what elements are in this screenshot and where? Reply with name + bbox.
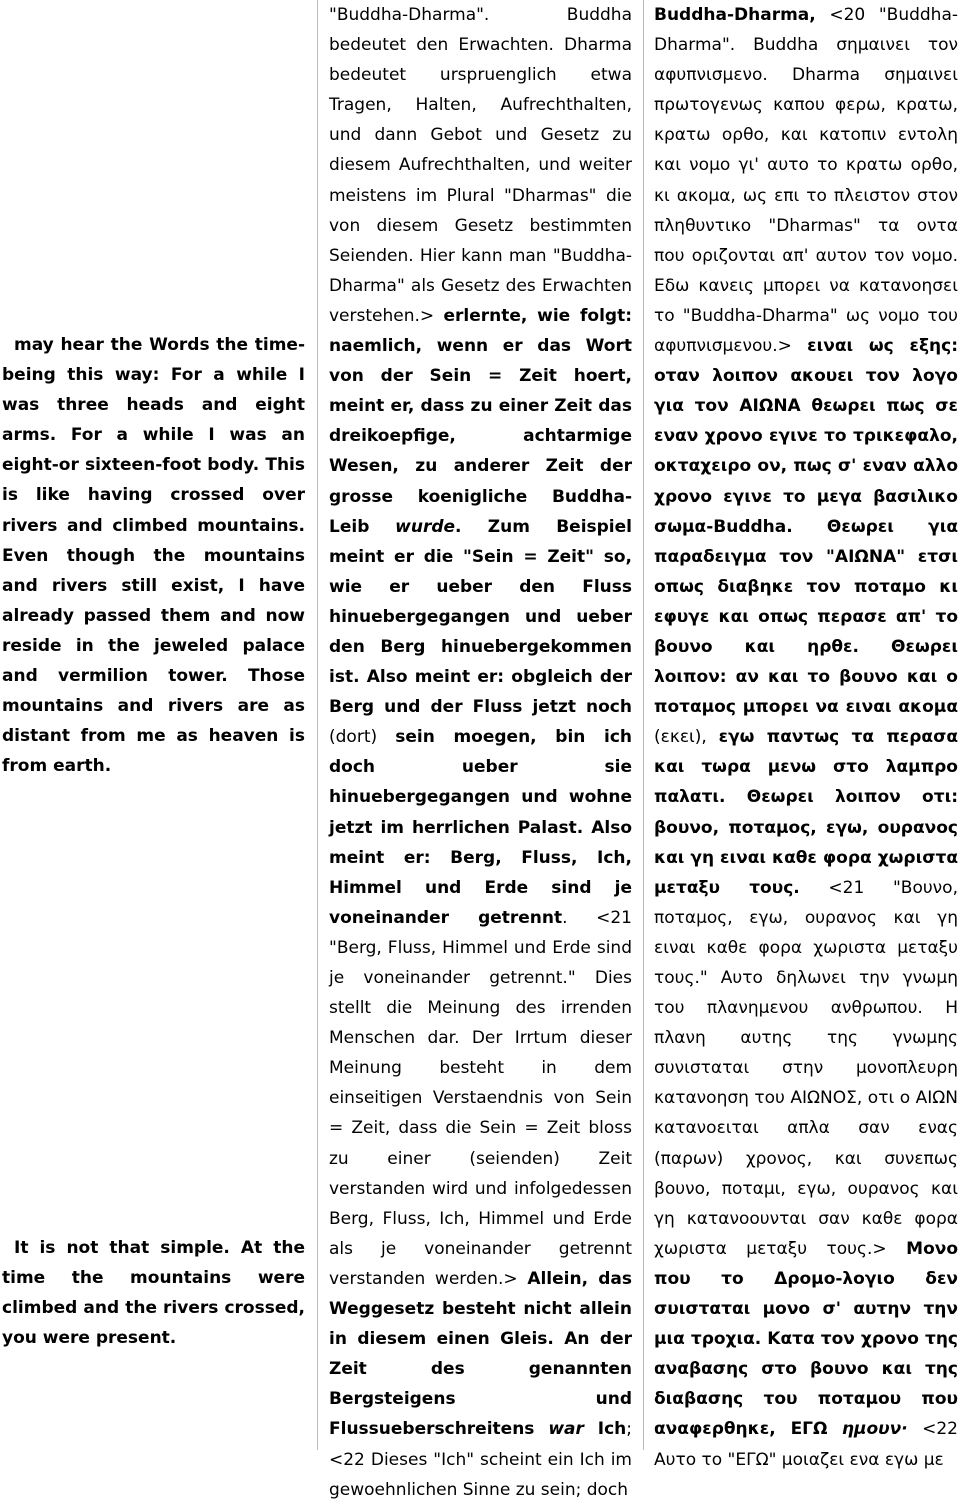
greek-commentary: <21 "Βουνο, ποταμος, εγω, ουρανος και γη ειναι καθε φορα χωριστα μεταξυ τους." Αυτο δηλωνει την γνωμη του πλανημενου ανθρωπου. Η πλανη αυτης της γνωμης συνισταται στην μονοπλευρη κατανοηση του ΑΙΩΝΟΣ, οτι ο ΑΙΩΝ κατανοειται απλα σαν ενας (παρων) χρονος, και συνεπως βουνο, ποταμι, εγω, ουρανος και γη κατανοουνται σαν καθε φορα χωριστα μεταξυ τους.> [654,877,958,1259]
column-divider [317,0,318,1450]
german-translation: Ich [597,1419,627,1440]
greek-translation: Buddha-Dharma, [654,5,816,25]
german-translation: sein moegen, bin ich doch ueber sie hinuebergegangen und wohne jetzt im herrlichen Palast. Also meint er: Berg, Fluss, Ich, Himmel und Erde sind je voneinander getrennt [329,727,633,928]
greek-emphasis: ημουν· [841,1419,908,1440]
german-emphasis: war [548,1419,584,1440]
german-commentary: (dort) [329,727,378,748]
german-emphasis: wurde [395,516,456,537]
greek-translation: εγω παντως τα περασα και τωρα μενω στο λαμπρο παλατι. Θεωρει λοιπον οτι: βουνο, ποταμος, εγω, ουρανος και γη ειναι καθε φορα χωριστα μεταξυ τους. [654,727,959,898]
greek-translation: ειναι ως εξης: οταν λοιπον ακουει τον λογο για τον ΑΙΩΝΑ θεωρει πως σε εναν χρονο εγινε το τρικεφαλο, οκταχειρο ον, πως σ' εναν αλλο χρονο εγινε το μεγα βασιλικο σωμα-Buddha. Θεωρει για παραδειγμα τον "ΑΙΩΝΑ" ετσι οπως διαβηκε τον ποταμο κι εφυγε και οπως περασε απ' το βουνο και ηρθε. Θεωρει λοιπον: αν και το βουνο και ο ποταμος μπορει να ειναι ακομα [654,336,958,718]
german-commentary: "Buddha-Dharma". Buddha bedeutet den Erwachten. Dharma bedeutet urspruenglich etwa Tragen, Halten, Aufrechthalten, und dann Gebot und Gesetz zu diesem Aufrechthalten, und weiter meistens im Plural "Dharmas" die von diesem Gesetz bestimmten Seienden. Hier kann man "Buddha-Dharma" als Gesetz des Erwachten verstehen.> [329,5,632,326]
english-paragraph: It is not that simple. At the time the mountains were climbed and the rivers crossed, you were present. [2,1238,305,1349]
german-translation: erlernte, wie folgt: naemlich, wenn er das Wort von der Sein = Zeit hoert, meint er, dass zu einer Zeit das dreikoepfige, achtarmige Wesen, zu anderer Zeit der grosse koenigliche Buddha-Leib [329,305,632,537]
english-paragraph: may hear the Words the time-being this way: For a while I was three heads and eight arms. For a while I was an eight-or sixteen-foot body. This is like having crossed over rivers and climbed mountains. Even though the mountains and rivers still exist, I have already passed them and now reside in the jeweled palace and vermilion tower. Those mountains and rivers are as distant from me as heaven is from earth. [2,335,305,777]
greek-commentary: <22 Αυτο το "ΕΓΩ" μοιαζει ενα εγω με [654,1419,959,1470]
german-commentary: . <21 "Berg, Fluss, Himmel und Erde sind je voneinander getrennt." Dies stellt die Meinung des irrenden Menschen dar. Der Irrtum dieser Meinung besteht in dem einseitigen Verstaendnis von Sein = Zeit, dass die Sein = Zeit bloss zu einer (seienden) Zeit verstanden wird und infolgedessen Berg, Fluss, Ich, Himmel und Erde als je voneinander getrennt verstanden werden.> [329,907,632,1289]
greek-commentary: <20 "Buddha-Dharma". Buddha σημαινει τον αφυπνισμενο. Dharma σημαινει πρωτογενως καπου φερω, κρατω, κρατω ορθο, και κατοπιν εντολη και νομο γι' αυτο το κρατω ορθο, κι ακομα, ως επι το πλειστον στον πληθυντικο "Dharmas" τα οντα που οριζονται απ' αυτον τον νομο. Εδω κανεις μπορει να κατανοησει το "Buddha-Dharma" ως νομο του αφυπνισμενου.> [654,5,958,357]
german-commentary: ; <22 Dieses "Ich" scheint ein Ich im gewoehnlichen Sinne zu sein; doch [329,1419,633,1500]
german-translation: . Zum Beispiel meint er die "Sein = Zeit" so, wie er ueber den Fluss hinuebergegangen und ueber den Berg hinuebergekommen ist. Also meint er: obgleich der Berg und der Fluss jetzt noch [329,516,632,718]
german-translation: Allein, das Weggesetz besteht nicht allein in diesem einen Gleis. An der Zeit des genannten Bergsteigens und Flussueberschreitens [329,1268,632,1440]
greek-column [654,0,958,1475]
german-column [329,0,632,1505]
greek-translation: Μονο που το Δρομο-λογιο δεν συισταται μονο σ' αυτην την μια τροχια. Κατα τον χρονο της αναβασης στο βουνο και της διαβασης του ποταμου που αναφερθηκε, ΕΓΩ [654,1238,959,1440]
greek-commentary: (εκει), [654,727,707,748]
column-divider [643,0,644,1450]
